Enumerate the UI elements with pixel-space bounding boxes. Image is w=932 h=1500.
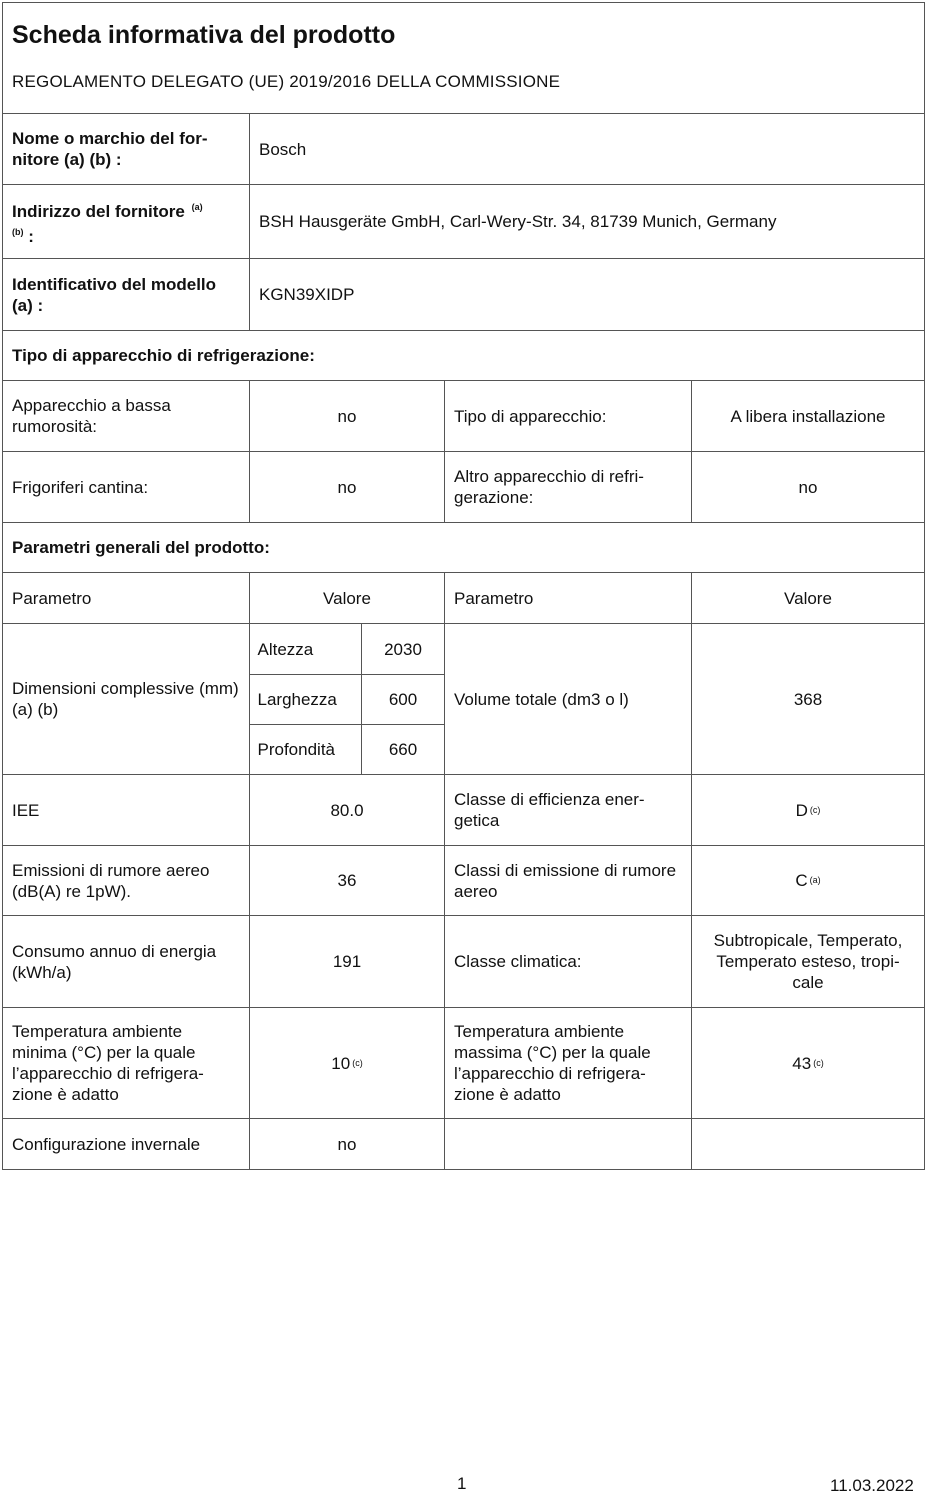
col-value-1: Valore — [249, 573, 444, 623]
col-param-2: Parametro — [444, 573, 691, 623]
height-row — [250, 624, 445, 674]
col-value-2: Valore — [691, 573, 924, 623]
document-date: 11.03.2022 — [830, 1476, 914, 1495]
dimensions-label: Dimensioni complessive (mm) (a) (b) — [12, 679, 239, 719]
min-temp-value: 10 — [331, 1053, 351, 1073]
max-temp-value: 43 — [792, 1053, 812, 1073]
header-row — [3, 3, 924, 113]
noise-value: 36 — [249, 846, 444, 915]
appliance-type-section-row — [3, 330, 924, 380]
winter-row — [3, 1118, 924, 1169]
model-row — [3, 258, 924, 330]
depth-value: 660 — [388, 740, 418, 759]
energy-class-value: D — [795, 800, 808, 820]
dimensions-subtable — [249, 624, 444, 774]
iee-label: IEE — [12, 800, 40, 820]
wine-cooler-value: no — [249, 452, 444, 522]
min-temp-cell — [249, 1008, 444, 1118]
energy-class-note: (c) — [809, 804, 821, 815]
max-temp-label: Temperatura ambiente massima (°C) per la quale l’apparecchio di refrigera-zione è adatto — [444, 1008, 691, 1118]
low-noise-row — [3, 380, 924, 451]
model-value: KGN39XIDP — [249, 259, 924, 330]
params-section-row — [3, 522, 924, 572]
wine-cooler-row — [3, 451, 924, 522]
depth-label: Profondità — [250, 725, 362, 774]
note-b: (b) — [12, 226, 24, 237]
page-number: 1 — [457, 1474, 467, 1493]
supplier-address-label — [12, 197, 203, 247]
supplier-name-row — [3, 113, 924, 184]
supplier-name-label: Nome o marchio del for-nitore (a) (b) : — [12, 129, 208, 169]
appliance-type-label: Tipo di apparecchio: — [444, 381, 691, 451]
low-noise-value: no — [249, 381, 444, 451]
params-header-row — [3, 572, 924, 623]
appliance-type-value: A libera installazione — [691, 381, 924, 451]
supplier-address-row — [3, 184, 924, 258]
max-temp-cell — [691, 1008, 924, 1118]
noise-class-label: Classi di emissione di rumore aereo — [444, 846, 691, 915]
noise-label: Emissioni di rumore aereo (dB(A) re 1pW). — [12, 860, 210, 901]
col-param-1: Parametro — [12, 588, 92, 608]
address-colon: : — [23, 226, 34, 246]
noise-row — [3, 845, 924, 915]
noise-class-value: C — [795, 871, 808, 890]
wine-cooler-label: Frigoriferi cantina: — [12, 477, 149, 497]
supplier-address-value: BSH Hausgeräte GmbH, Carl-Wery-Str. 34, 81739 Munich, Germany — [249, 185, 924, 258]
consumption-row — [3, 915, 924, 1007]
min-temp-note: (c) — [352, 1057, 363, 1068]
depth-row — [250, 724, 445, 774]
width-value: 600 — [388, 690, 418, 709]
energy-class-label: Classe di efficienza ener-getica — [444, 775, 691, 845]
low-noise-label: Apparecchio a bassa rumorosità: — [12, 396, 171, 436]
dimensions-row — [3, 623, 924, 774]
supplier-name-value: Bosch — [249, 114, 924, 184]
energy-class-cell — [691, 775, 924, 845]
temperature-row — [3, 1007, 924, 1118]
iee-row — [3, 774, 924, 845]
volume-value: 368 — [691, 624, 924, 774]
winter-label: Configurazione invernale — [12, 1134, 201, 1154]
height-value: 2030 — [384, 639, 422, 659]
consumption-value: 191 — [249, 916, 444, 1007]
model-label: Identificativo del modello (a) : — [12, 274, 217, 315]
page-title: Scheda informativa del prodotto — [12, 21, 396, 49]
height-label: Altezza — [250, 624, 362, 674]
width-label: Larghezza — [250, 675, 362, 724]
product-info-sheet — [2, 2, 925, 1170]
other-appliance-value: no — [691, 452, 924, 522]
climate-label: Classe climatica: — [444, 916, 691, 1007]
header-block — [3, 3, 924, 113]
winter-value: no — [249, 1119, 444, 1169]
supplier-address-label-cell — [3, 185, 249, 258]
max-temp-note: (c) — [813, 1057, 824, 1068]
climate-value: Subtropicale, Temperato, Temperato esteso, tropi-cale — [691, 916, 924, 1007]
params-section-title: Parametri generali del prodotto: — [12, 538, 270, 557]
width-row — [250, 674, 445, 724]
consumption-label: Consumo annuo di energia (kWh/a) — [12, 941, 217, 982]
note-a: (a) — [191, 201, 203, 212]
appliance-type-section-title: Tipo di apparecchio di refrigerazione: — [12, 346, 315, 365]
noise-class-note: (a) — [809, 875, 821, 885]
empty-cell-1 — [444, 1119, 691, 1169]
regulation-subtitle: REGOLAMENTO DELEGATO (UE) 2019/2016 DELLA COMMISSIONE — [12, 72, 561, 91]
iee-value: 80.0 — [249, 775, 444, 845]
volume-label: Volume totale (dm3 o l) — [444, 624, 691, 774]
other-appliance-label: Altro apparecchio di refri-gerazione: — [444, 452, 691, 522]
empty-cell-2 — [691, 1119, 924, 1169]
min-temp-label: Temperatura ambiente minima (°C) per la quale l’apparecchio di refrigera-zione è adatto — [12, 1022, 204, 1104]
supplier-address-label-text: Indirizzo del fornitore — [12, 201, 185, 221]
noise-class-cell — [691, 846, 924, 915]
